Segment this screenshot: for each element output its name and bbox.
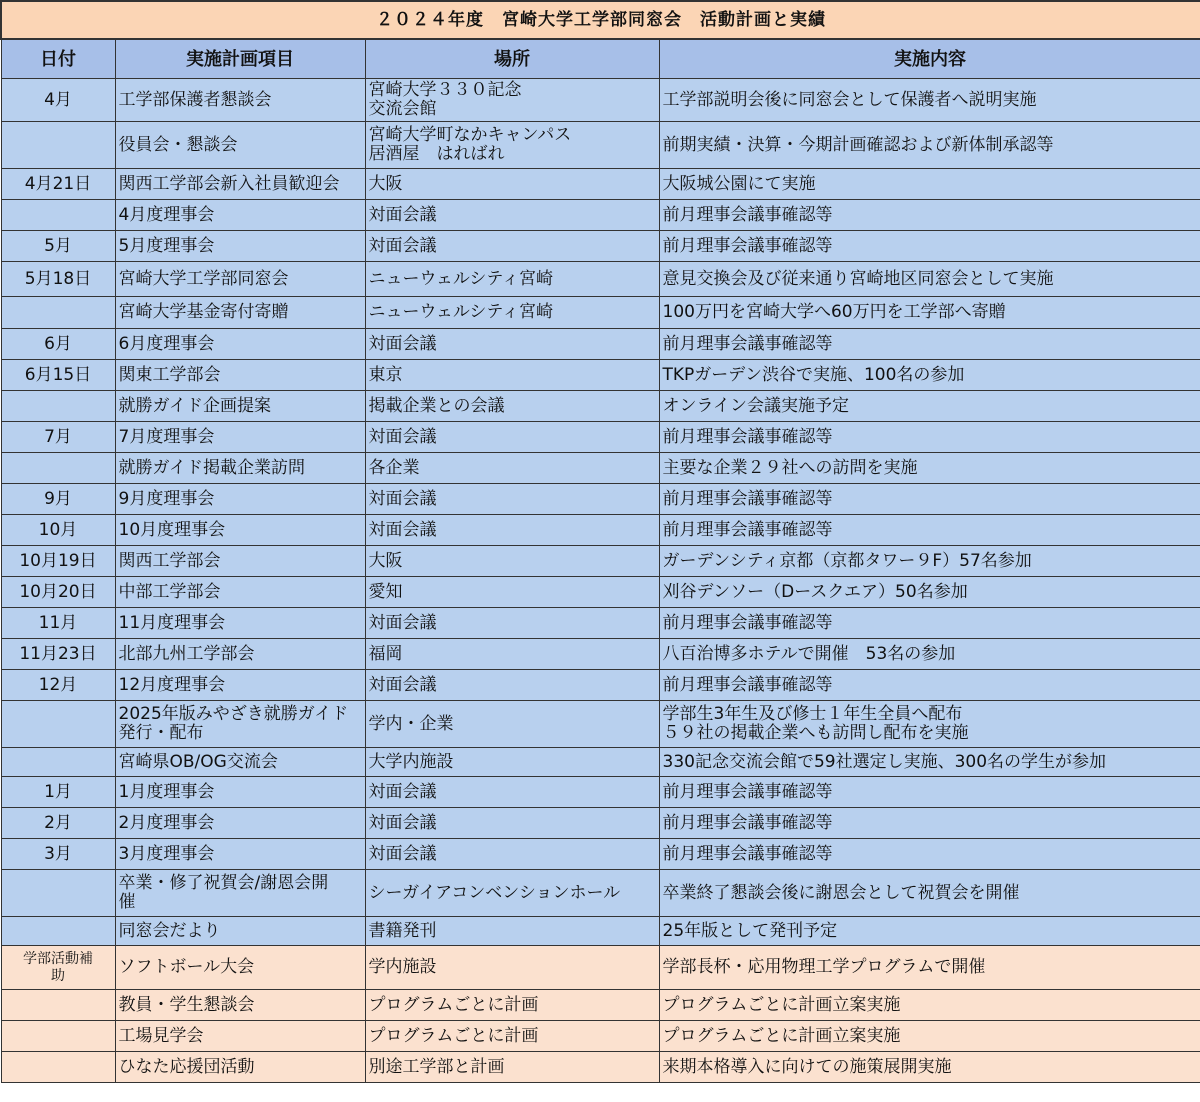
date-cell: 5月18日 <box>1 262 115 297</box>
content-cell: 八百治博多ホテルで開催 53名の参加 <box>659 639 1200 670</box>
table-row <box>1 453 1200 484</box>
place-cell: 学内・企業 <box>365 701 659 748</box>
item-cell: 関西工学部会 <box>115 546 365 577</box>
item-cell: 工場見学会 <box>115 1021 365 1052</box>
date-cell <box>1 990 115 1021</box>
content-cell: TKPガーデン渋谷で実施、100名の参加 <box>659 360 1200 391</box>
item-cell: 2025年版みやざき就勝ガイド 発行・配布 <box>115 701 365 748</box>
table-row <box>1 169 1200 200</box>
table-row <box>1 200 1200 231</box>
place-cell: 東京 <box>365 360 659 391</box>
header-content: 実施内容 <box>659 39 1200 79</box>
header-date: 日付 <box>1 39 115 79</box>
place-cell: ニューウェルシティ宮崎 <box>365 262 659 297</box>
header-place: 場所 <box>365 39 659 79</box>
item-cell: 9月度理事会 <box>115 484 365 515</box>
place-cell: 書籍発刊 <box>365 917 659 946</box>
date-cell <box>1 391 115 422</box>
table-row <box>1 515 1200 546</box>
content-cell: 前月理事会議事確認等 <box>659 839 1200 870</box>
date-cell: 5月 <box>1 231 115 262</box>
table-title: ２０２４年度 宮崎大学工学部同窓会 活動計画と実績 <box>1 1 1200 39</box>
item-cell: 10月度理事会 <box>115 515 365 546</box>
date-cell: 6月 <box>1 329 115 360</box>
content-cell: プログラムごとに計画立案実施 <box>659 1021 1200 1052</box>
item-cell: 5月度理事会 <box>115 231 365 262</box>
content-cell: 前月理事会議事確認等 <box>659 808 1200 839</box>
place-cell: 対面会議 <box>365 777 659 808</box>
item-cell: 中部工学部会 <box>115 577 365 608</box>
date-cell <box>1 870 115 917</box>
place-cell: 宮崎大学３３０記念 交流会館 <box>365 79 659 122</box>
date-cell <box>1 917 115 946</box>
content-cell: オンライン会議実施予定 <box>659 391 1200 422</box>
content-cell: 工学部説明会後に同窓会として保護者へ説明実施 <box>659 79 1200 122</box>
item-cell: ひなた応援団活動 <box>115 1052 365 1083</box>
date-cell <box>1 1021 115 1052</box>
header-item: 実施計画項目 <box>115 39 365 79</box>
place-cell: 各企業 <box>365 453 659 484</box>
place-cell: 対面会議 <box>365 608 659 639</box>
item-cell: 就勝ガイド掲載企業訪問 <box>115 453 365 484</box>
place-cell: 愛知 <box>365 577 659 608</box>
item-cell: 4月度理事会 <box>115 200 365 231</box>
place-cell: 対面会議 <box>365 422 659 453</box>
item-cell: 12月度理事会 <box>115 670 365 701</box>
place-cell: 大阪 <box>365 169 659 200</box>
content-cell: 前月理事会議事確認等 <box>659 231 1200 262</box>
content-cell: 前月理事会議事確認等 <box>659 777 1200 808</box>
table-row <box>1 1052 1200 1083</box>
date-cell <box>1 701 115 748</box>
content-cell: 前月理事会議事確認等 <box>659 200 1200 231</box>
item-cell: 北部九州工学部会 <box>115 639 365 670</box>
item-cell: 卒業・修了祝賀会/謝恩会開 催 <box>115 870 365 917</box>
item-cell: 工学部保護者懇談会 <box>115 79 365 122</box>
table-row <box>1 946 1200 990</box>
item-cell: 関西工学部会新入社員歓迎会 <box>115 169 365 200</box>
content-cell: プログラムごとに計画立案実施 <box>659 990 1200 1021</box>
date-cell <box>1 453 115 484</box>
table-row <box>1 79 1200 122</box>
content-cell: 前月理事会議事確認等 <box>659 608 1200 639</box>
date-cell: 10月20日 <box>1 577 115 608</box>
item-cell: 1月度理事会 <box>115 777 365 808</box>
date-cell: 4月 <box>1 79 115 122</box>
content-cell: 来期本格導入に向けての施策展開実施 <box>659 1052 1200 1083</box>
content-cell: 330記念交流会館で59社選定し実施、300名の学生が参加 <box>659 748 1200 777</box>
place-cell: 対面会議 <box>365 839 659 870</box>
place-cell: 対面会議 <box>365 329 659 360</box>
place-cell: プログラムごとに計画 <box>365 990 659 1021</box>
place-cell: シーガイアコンベンションホール <box>365 870 659 917</box>
content-cell: 卒業終了懇談会後に謝恩会として祝賀会を開催 <box>659 870 1200 917</box>
table-row <box>1 1021 1200 1052</box>
date-cell: 7月 <box>1 422 115 453</box>
place-cell: 学内施設 <box>365 946 659 990</box>
content-cell: 大阪城公園にて実施 <box>659 169 1200 200</box>
content-cell: 学部生3年生及び修士１年生全員へ配布 ５９社の掲載企業へも訪問し配布を実施 <box>659 701 1200 748</box>
item-cell: 同窓会だより <box>115 917 365 946</box>
table-row <box>1 748 1200 777</box>
item-cell: 役員会・懇談会 <box>115 122 365 169</box>
table-row <box>1 917 1200 946</box>
place-cell: プログラムごとに計画 <box>365 1021 659 1052</box>
table-row <box>1 297 1200 329</box>
item-cell: 宮崎大学工学部同窓会 <box>115 262 365 297</box>
date-cell: 1月 <box>1 777 115 808</box>
table-row <box>1 422 1200 453</box>
table-row <box>1 839 1200 870</box>
date-cell <box>1 200 115 231</box>
table-row <box>1 329 1200 360</box>
date-cell <box>1 1052 115 1083</box>
item-cell: 3月度理事会 <box>115 839 365 870</box>
place-cell: 対面会議 <box>365 200 659 231</box>
date-cell: 12月 <box>1 670 115 701</box>
content-cell: 学部長杯・応用物理工学プログラムで開催 <box>659 946 1200 990</box>
item-cell: 11月度理事会 <box>115 608 365 639</box>
item-cell: 2月度理事会 <box>115 808 365 839</box>
place-cell: 大学内施設 <box>365 748 659 777</box>
content-cell: 前月理事会議事確認等 <box>659 484 1200 515</box>
place-cell: 対面会議 <box>365 515 659 546</box>
date-cell: 4月21日 <box>1 169 115 200</box>
date-cell: 9月 <box>1 484 115 515</box>
table-row <box>1 546 1200 577</box>
content-cell: 意見交換会及び従来通り宮崎地区同窓会として実施 <box>659 262 1200 297</box>
table-row <box>1 701 1200 748</box>
table-row <box>1 870 1200 917</box>
content-cell: 前月理事会議事確認等 <box>659 329 1200 360</box>
content-cell: 25年版として発刊予定 <box>659 917 1200 946</box>
date-cell <box>1 748 115 777</box>
item-cell: 関東工学部会 <box>115 360 365 391</box>
item-cell: ソフトボール大会 <box>115 946 365 990</box>
place-cell: 対面会議 <box>365 808 659 839</box>
table-row <box>1 577 1200 608</box>
date-cell <box>1 297 115 329</box>
content-cell: 前月理事会議事確認等 <box>659 515 1200 546</box>
item-cell: 7月度理事会 <box>115 422 365 453</box>
table-row <box>1 608 1200 639</box>
table-row <box>1 639 1200 670</box>
place-cell: 福岡 <box>365 639 659 670</box>
item-cell: 教員・学生懇談会 <box>115 990 365 1021</box>
content-cell: 100万円を宮崎大学へ60万円を工学部へ寄贈 <box>659 297 1200 329</box>
table-body <box>1 79 1200 1083</box>
item-cell: 6月度理事会 <box>115 329 365 360</box>
table-row <box>1 391 1200 422</box>
place-cell: 対面会議 <box>365 670 659 701</box>
header-row <box>1 39 1200 79</box>
table-row <box>1 360 1200 391</box>
item-cell: 就勝ガイド企画提案 <box>115 391 365 422</box>
content-cell: 前期実績・決算・今期計画確認および新体制承認等 <box>659 122 1200 169</box>
place-cell: 対面会議 <box>365 484 659 515</box>
place-cell: 別途工学部と計画 <box>365 1052 659 1083</box>
item-cell: 宮崎県OB/OG交流会 <box>115 748 365 777</box>
table-row <box>1 262 1200 297</box>
table-row <box>1 122 1200 169</box>
content-cell: 主要な企業２９社への訪問を実施 <box>659 453 1200 484</box>
date-cell: 6月15日 <box>1 360 115 391</box>
table-row <box>1 808 1200 839</box>
content-cell: 刈谷デンソー（Dースクエア）50名参加 <box>659 577 1200 608</box>
place-cell: 宮崎大学町なかキャンパス 居酒屋 はればれ <box>365 122 659 169</box>
date-cell: 11月 <box>1 608 115 639</box>
date-cell: 11月23日 <box>1 639 115 670</box>
table-row <box>1 777 1200 808</box>
item-cell: 宮崎大学基金寄付寄贈 <box>115 297 365 329</box>
date-cell <box>1 122 115 169</box>
table-row <box>1 990 1200 1021</box>
date-cell: 2月 <box>1 808 115 839</box>
table-row <box>1 231 1200 262</box>
date-cell: 学部活動補 助 <box>1 946 115 990</box>
content-cell: 前月理事会議事確認等 <box>659 670 1200 701</box>
place-cell: 対面会議 <box>365 231 659 262</box>
date-cell: 3月 <box>1 839 115 870</box>
place-cell: 大阪 <box>365 546 659 577</box>
place-cell: 掲載企業との会議 <box>365 391 659 422</box>
table-row <box>1 484 1200 515</box>
date-cell: 10月19日 <box>1 546 115 577</box>
place-cell: ニューウェルシティ宮崎 <box>365 297 659 329</box>
content-cell: 前月理事会議事確認等 <box>659 422 1200 453</box>
table-row <box>1 670 1200 701</box>
content-cell: ガーデンシティ京都（京都タワー９F）57名参加 <box>659 546 1200 577</box>
date-cell: 10月 <box>1 515 115 546</box>
